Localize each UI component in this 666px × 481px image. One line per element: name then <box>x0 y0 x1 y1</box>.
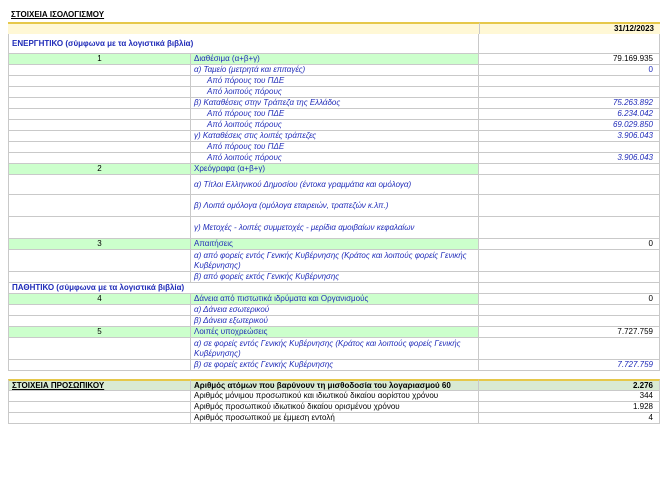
row-value <box>479 87 660 98</box>
row-label: Από λοιπούς πόρους <box>191 120 479 131</box>
row-label: Λοιπές υποχρεώσεις <box>191 327 479 338</box>
row-label: α) Ταμείο (μετρητά και επιταγές) <box>191 65 479 76</box>
staff-title: ΣΤΟΙΧΕΙΑ ΠΡΟΣΩΠΙΚΟΥ <box>8 379 191 391</box>
row-label: Διαθέσιμα (α+β+γ) <box>191 54 479 65</box>
row-value <box>479 195 660 217</box>
row-value <box>479 316 660 327</box>
row-label: α) σε φορείς εντός Γενικής Κυβέρνησης (Κράτος και λοιπούς φορείς Γενικής Κυβέρνησης) <box>191 338 479 360</box>
row-label: β) Καταθέσεις στην Τράπεζα της Ελλάδος <box>191 98 479 109</box>
staff-row-value: 4 <box>479 413 660 424</box>
row-value: 0 <box>479 239 660 250</box>
staff-row-label: Αριθμός προσωπικού με έμμεση εντολή <box>191 413 479 424</box>
row-label: Δάνεια από πιστωτικά ιδρύματα και Οργανισμούς <box>191 294 479 305</box>
row-value <box>479 164 660 175</box>
row-label: Από πόρους του ΠΔΕ <box>191 76 479 87</box>
row-value: 79.169.935 <box>479 54 660 65</box>
row-value <box>479 305 660 316</box>
row-label: β) Λοιπά ομόλογα (ομόλογα εταιρειών, τραπεζών κ.λπ.) <box>191 195 479 217</box>
row-label: β) από φορείς εκτός Γενικής Κυβέρνησης <box>191 272 479 283</box>
row-value <box>479 272 660 283</box>
row-number: 2 <box>8 164 191 175</box>
row-label: Από λοιπούς πόρους <box>191 153 479 164</box>
row-number: 1 <box>8 54 191 65</box>
row-label: Από λοιπούς πόρους <box>191 87 479 98</box>
row-label: Απαιτήσεις <box>191 239 479 250</box>
spreadsheet <box>8 8 660 424</box>
balance-title: ΣΤΟΙΧΕΙΑ ΙΣΟΛΟΓΙΣΜΟΥ <box>11 10 105 19</box>
row-value: 7.727.759 <box>479 360 660 371</box>
row-label: α) Δάνεια εσωτερικού <box>191 305 479 316</box>
row-value: 75.263.892 <box>479 98 660 109</box>
row-value: 0 <box>479 65 660 76</box>
row-label: β) Δάνεια εξωτερικού <box>191 316 479 327</box>
row-label: β) σε φορείς εκτός Γενικής Κυβέρνησης <box>191 360 479 371</box>
row-value: 3.906.043 <box>479 153 660 164</box>
row-label: α) από φορείς εντός Γενικής Κυβέρνησης (Κράτος και λοιπούς φορείς Γενικής Κυβέρνησης) <box>191 250 479 272</box>
row-value: 0 <box>479 294 660 305</box>
row-value <box>479 217 660 239</box>
row-label: Χρεόγραφα (α+β+γ) <box>191 164 479 175</box>
row-value: 6.234.042 <box>479 109 660 120</box>
balance-date: 31/12/2023 <box>479 22 660 34</box>
row-value: 3.906.043 <box>479 131 660 142</box>
row-value <box>479 175 660 195</box>
row-number: 5 <box>8 327 191 338</box>
row-number: 4 <box>8 294 191 305</box>
staff-row-value: 344 <box>479 391 660 402</box>
row-value: 7.727.759 <box>479 327 660 338</box>
row-label: Από πόρους του ΠΔΕ <box>191 142 479 153</box>
staff-row-value: 1.928 <box>479 402 660 413</box>
row-label: α) Τίτλοι Ελληνικού Δημοσίου (έντοκα γραμμάτια και ομόλογα) <box>191 175 479 195</box>
row-number: 3 <box>8 239 191 250</box>
row-label: γ) Καταθέσεις στις λοιπές τράπεζες <box>191 131 479 142</box>
row-value <box>479 338 660 360</box>
staff-header-label: Αριθμός ατόμων που βαρύνουν τη μισθοδοσία του λογαριασμού 60 <box>191 379 479 391</box>
staff-row-label: Αριθμός μόνιμου προσωπικού και ιδιωτικού δικαίου αορίστου χρόνου <box>191 391 479 402</box>
row-value <box>479 76 660 87</box>
liabilities-header: ΠΑΘΗΤΙΚΟ (σύμφωνα με τα λογιστικά βιβλία) <box>8 283 479 294</box>
row-label: Από πόρους του ΠΔΕ <box>191 109 479 120</box>
staff-row-label: Αριθμός προσωπικού ιδιωτικού δικαίου ορισμένου χρόνου <box>191 402 479 413</box>
staff-header-value: 2.276 <box>479 379 660 391</box>
row-value: 69.029.850 <box>479 120 660 131</box>
assets-header: ΕΝΕΡΓΗΤΙΚΟ (σύμφωνα με τα λογιστικά βιβλία) <box>8 34 479 54</box>
row-value <box>479 250 660 272</box>
row-value <box>479 142 660 153</box>
row-label: γ) Μετοχές - λοιπές συμμετοχές - μερίδια αμοιβαίων κεφαλαίων <box>191 217 479 239</box>
